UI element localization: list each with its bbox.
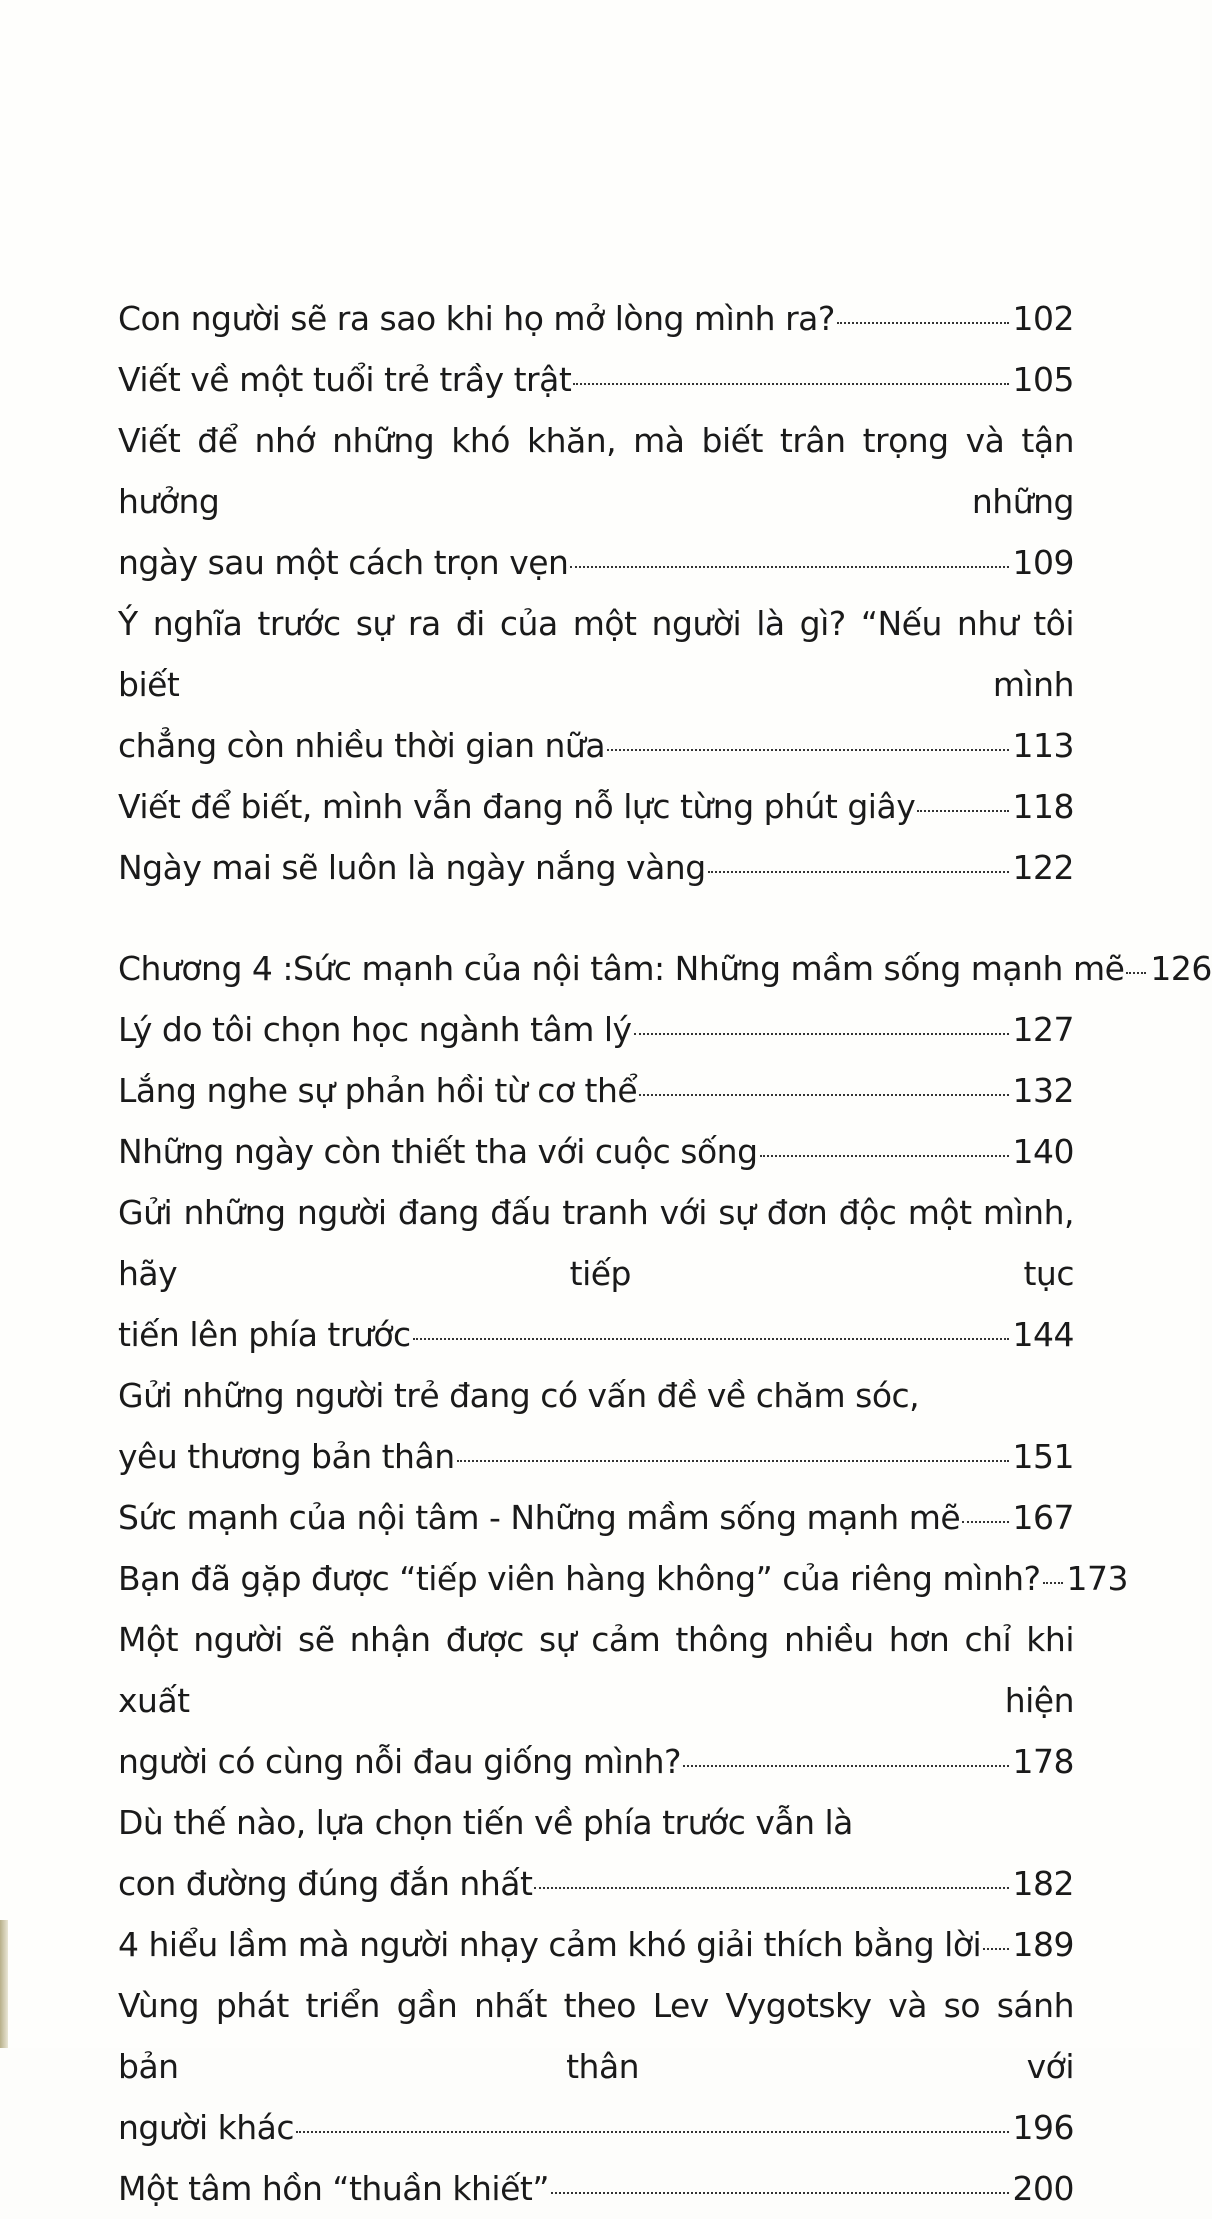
toc-entry-title: Bạn đã gặp được “tiếp viên hàng không” của riêng mình? — [118, 1559, 1041, 1598]
page-number: 105 — [1012, 360, 1074, 399]
toc-entry-title: người khác — [118, 2108, 295, 2147]
toc-entry-title: Sức mạnh của nội tâm - Những mầm sống mạnh mẽ — [118, 1498, 961, 1537]
toc-entry-title: chẳng còn nhiều thời gian nữa — [118, 726, 606, 765]
toc-entry-title-line: Viết để nhớ những khó khăn, mà biết trân trọng và tận hưởng những — [118, 421, 1074, 521]
toc-entry — [118, 837, 1074, 898]
toc-entry — [118, 1609, 1074, 1792]
dot-leader — [573, 383, 1008, 385]
toc-entry-title: ngày sau một cách trọn vẹn — [118, 543, 569, 582]
toc-entry-title-line: Gửi những người trẻ đang có vấn đề về chăm sóc, — [118, 1376, 920, 1415]
dot-leader — [1126, 972, 1146, 974]
toc-entry-row — [118, 715, 1074, 776]
toc-entry-row — [118, 1121, 1074, 1182]
dot-leader — [983, 1948, 1008, 1950]
dot-leader — [917, 810, 1008, 812]
page-number: 151 — [1012, 1437, 1074, 1476]
dot-leader — [534, 1887, 1008, 1889]
page-number: 182 — [1012, 1864, 1074, 1903]
page-number: 200 — [1012, 2169, 1074, 2208]
toc-entry-row — [118, 776, 1074, 837]
dot-leader — [634, 1033, 1009, 1035]
toc-entry-row — [118, 288, 1074, 349]
toc-entry-title: 4 hiểu lầm mà người nhạy cảm khó giải thích bằng lời — [118, 1925, 982, 1964]
toc-entry-row — [118, 1304, 1074, 1365]
toc-entry-title-line: Dù thế nào, lựa chọn tiến về phía trước vẫn là — [118, 1803, 853, 1842]
toc-entry — [118, 1548, 1129, 1609]
page-number: 167 — [1012, 1498, 1074, 1537]
dot-leader — [551, 2192, 1009, 2194]
dot-leader — [413, 1338, 1009, 1340]
dot-leader — [457, 1460, 1009, 1462]
toc-entry — [118, 593, 1074, 776]
page-number: 126 — [1150, 949, 1212, 988]
toc-entry — [118, 776, 1074, 837]
toc-entry-title: con đường đúng đắn nhất — [118, 1864, 533, 1903]
toc-entry-title: Lý do tôi chọn học ngành tâm lý — [118, 1010, 632, 1049]
toc-entry-title: Viết để biết, mình vẫn đang nỗ lực từng phút giây — [118, 787, 916, 826]
toc-entry-row — [118, 1060, 1074, 1121]
page-edge-shadow — [0, 1920, 8, 2048]
toc-entry-title: yêu thương bản thân — [118, 1437, 455, 1476]
toc-entry — [118, 1060, 1074, 1121]
toc-entry — [118, 938, 1212, 999]
dot-leader — [708, 871, 1009, 873]
toc-entry — [118, 1914, 1074, 1975]
toc-entry-row — [118, 837, 1074, 898]
toc-entry-row — [118, 1548, 1129, 1609]
page-number: 122 — [1012, 848, 1074, 887]
page-number: 189 — [1012, 1925, 1074, 1964]
toc-entry — [118, 1487, 1074, 1548]
page-number: 173 — [1066, 1559, 1129, 1598]
table-of-contents — [118, 288, 1212, 2219]
toc-entry — [118, 1792, 1074, 1914]
page-number: 196 — [1012, 2108, 1074, 2147]
dot-leader — [962, 1521, 1008, 1523]
toc-entry-title: Một tâm hồn “thuần khiết” — [118, 2169, 549, 2208]
page-number: 140 — [1012, 1132, 1074, 1171]
dot-leader — [607, 749, 1008, 751]
toc-entry-title: Lắng nghe sự phản hồi từ cơ thể — [118, 1071, 638, 1110]
toc-entry-title: Ngày mai sẽ luôn là ngày nắng vàng — [118, 848, 706, 887]
dot-leader — [837, 322, 1009, 324]
toc-entry — [118, 349, 1074, 410]
page-number: 102 — [1012, 299, 1074, 338]
toc-entry-title: người có cùng nỗi đau giống mình? — [118, 1742, 682, 1781]
dot-leader — [639, 1094, 1008, 1096]
toc-entry-title-line: Gửi những người đang đấu tranh với sự đơn độc một mình, hãy tiếp tục — [118, 1193, 1074, 1293]
toc-entry-row — [118, 2158, 1074, 2219]
toc-entry-title: tiến lên phía trước — [118, 1315, 411, 1354]
dot-leader — [296, 2131, 1008, 2133]
toc-entry-title-line: Vùng phát triển gần nhất theo Lev Vygotsky và so sánh bản thân với — [118, 1986, 1074, 2086]
toc-entry-row — [118, 1914, 1074, 1975]
toc-entry-title: Chương 4 :Sức mạnh của nội tâm: Những mầm sống mạnh mẽ — [118, 949, 1125, 988]
toc-entry-row — [118, 1853, 1074, 1914]
toc-entry-row — [118, 999, 1074, 1060]
page-number: 144 — [1012, 1315, 1074, 1354]
toc-entry-title-line: Ý nghĩa trước sự ra đi của một người là gì? “Nếu như tôi biết mình — [118, 604, 1074, 704]
toc-entry-row — [118, 349, 1074, 410]
page-number: 127 — [1012, 1010, 1074, 1049]
toc-entry-row — [118, 1731, 1074, 1792]
page-number: 132 — [1012, 1071, 1074, 1110]
toc-entry-row — [118, 938, 1212, 999]
toc-entry-title: Con người sẽ ra sao khi họ mở lòng mình ra? — [118, 299, 835, 338]
toc-entry-row — [118, 1426, 1074, 1487]
dot-leader — [570, 566, 1008, 568]
toc-entry — [118, 1121, 1074, 1182]
page-number: 113 — [1012, 726, 1074, 765]
dot-leader — [683, 1765, 1008, 1767]
toc-entry — [118, 999, 1074, 1060]
toc-entry — [118, 2158, 1074, 2219]
dot-leader — [1043, 1582, 1063, 1584]
toc-entry — [118, 1182, 1074, 1365]
toc-entry-title: Viết về một tuổi trẻ trầy trật — [118, 360, 572, 399]
page-number: 178 — [1012, 1742, 1074, 1781]
toc-entry-row — [118, 2097, 1074, 2158]
dot-leader — [760, 1155, 1009, 1157]
toc-entry-row — [118, 1487, 1074, 1548]
toc-entry — [118, 410, 1074, 593]
toc-entry-title: Những ngày còn thiết tha với cuộc sống — [118, 1132, 758, 1171]
toc-entry — [118, 288, 1074, 349]
page-number: 118 — [1012, 787, 1074, 826]
toc-entry-title-line: Một người sẽ nhận được sự cảm thông nhiều hơn chỉ khi xuất hiện — [118, 1620, 1074, 1720]
toc-entry — [118, 1975, 1074, 2158]
toc-entry — [118, 1365, 1074, 1487]
toc-entry-row — [118, 532, 1074, 593]
page-number: 109 — [1012, 543, 1074, 582]
